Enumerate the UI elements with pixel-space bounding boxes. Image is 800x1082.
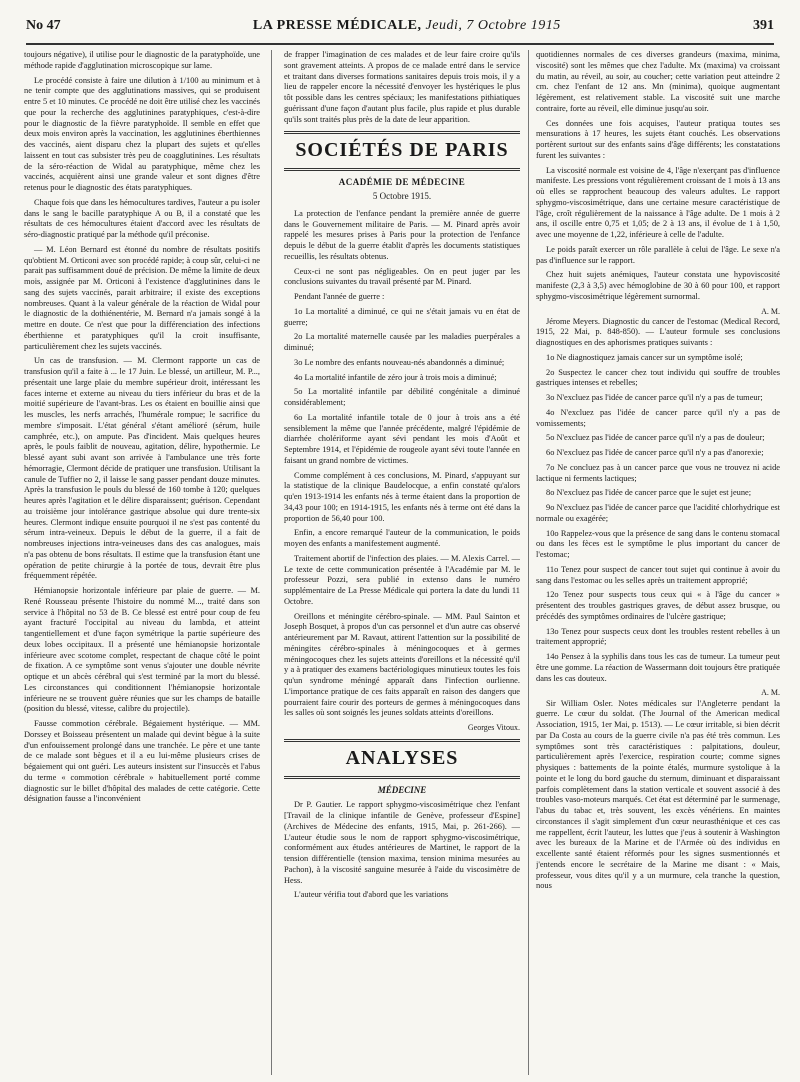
list-item: 4o La mortalité infantile de zéro jour à trois mois a diminué;	[294, 372, 497, 382]
list-item: 3o Le nombre des enfants nouveau-nés abandonnés a diminué;	[294, 357, 505, 367]
paragraph: Ces données une fois acquises, l'auteur pratiqua toutes ses mensurations à 17 heures, les sujets étant couchés. Les observations portèrent surtout sur des enfants sains d'âge différents; les constatations furent les suivantes :	[536, 118, 780, 160]
paragraph: La viscosité normale est voisine de 4, l'âge n'exerçant pas d'influence manifeste. Les pressions vont régulièrement croissant de 1 mois à 13 ans où elles se rapprochent beaucoup des valeurs adultes. Le rapport sphygmo-viscosimétrique, dans une certaine mesure caractéristique de l'âge, croît régulièrement de la naissance à l'âge adulte. De 1 mois à 2 ans, il oscille entre 0,75 et 1,05; de 2 à 13 ans, il évolue de 1 à 1,50, avec une moyenne de 1,22, inférieure à celle de l'adulte.	[536, 165, 780, 239]
author-signature: A. M.	[761, 688, 780, 698]
paragraph: Sir William Osler. Notes médicales sur l'Angleterre pendant la guerre. Le cœur du soldat. (The Journal of the American medical Association, 1915, 1er Mai, p. 1513). — Le cœur irritable, si bien décrit par Da Costa au cours de la guerre civile n'a pas été très commun. Les symptômes sont très caractéristiques : palpitations, douleur, particulièrement après l'exercice, respiration courte; comme signes physiques : battements de la pointe étalés, murmure systolique à la pointe et le long du bord gauche du sternum, diminuant et disparaissant parfois complètement dans la station verticale et souvent associé à des troubles vaso-moteurs marqués. Cet état est déterminé par le surmenage, l'abus du tabac et, très souvent, les excès vénériens. En maintes circonstances il s'agit simplement d'un cœur neurasthénique et ces cas me rappellent, écrit l'auteur, les luttes que j'eus à soutenir à Washington avec les bureaux de la Marine et de l'Armée où des individus en excellente santé étaient réformés pour les signes susmentionnés et j'entends encore le secrétaire de la Marine me disant : « Mais, professeur, vous dites qu'il y a un murmure, cela tranche la question, nous	[536, 698, 780, 891]
paragraph: Oreillons et méningite cérébro-spinale. — MM. Paul Sainton et Joseph Bosquet, à propos d'un cas personnel et d'un autre cas observé antérieurement par M. Ravaut, attirent l'attention sur la possibilité de méningites cérébro-spinales à méningocoques et à germes méningocoques chez les sujets atteints d'oreillons et la nécessité qu'il y a à pratiquer des examens bactériologiques minutieux toutes les fois qu'un syndrome méningé apparaît dans l'infection ourlienne. L'importance pratique de ces faits apparaît en raison des dangers que pourraient faire courir des porteurs de germes à méningocoques dans les salles où sont soignés les jeunes soldats atteints d'oreillons.	[284, 611, 520, 718]
issue-number: No 47	[26, 18, 61, 33]
list-item: 4o N'excluez pas l'idée de cancer parce qu'il n'y a pas de vomissements;	[536, 407, 780, 428]
session-date: 5 Octobre 1915.	[372, 191, 432, 202]
list-item: 7o Ne concluez pas à un cancer parce que vous ne trouvez ni acide lactique ni ferments lactiques;	[536, 462, 780, 483]
author-signature: A. M.	[761, 306, 780, 316]
paragraph: Chaque fois que dans les hémocultures tardives, l'auteur a pu isoler dans le sang le bacille paratyphique A ou B, il a constaté que les résultats de ces hémocultures étaient d'accord avec les résultats de séro-diagnostic pratiqué par la méthode qu'il préconise.	[24, 197, 260, 239]
paragraph: Comme complément à ces conclusions, M. Pinard, s'appuyant sur la statistique de la clinique Baudelocque, a enfin constaté qu'alors qu'en 1913-1914 les enfants nés à terme étaient dans la proportion de 34,43 pour 100; en 1914-1915, les enfants nés à terme ont été dans la proportion de 56,40 pour 100.	[284, 470, 520, 523]
paragraph: Jérome Meyers. Diagnostic du cancer de l'estomac (Medical Record, 1915, 22 Mai, p. 848-850). — L'auteur formule ses conclusions diagnostiques en des aphorismes pratiques suivants :	[536, 316, 780, 348]
column-2	[284, 50, 520, 1075]
list-item: 8o N'excluez pas l'idée de cancer parce que le sujet est jeune;	[546, 488, 752, 498]
paragraph: Le poids paraît exercer un rôle parallèle à celui de l'âge. Le sexe n'a pas d'influence sur le rapport.	[536, 244, 780, 265]
paragraph: Hémianopsie horizontale inférieure par plaie de guerre. — M. René Rousseau présente l'histoire du nommé M..., traité dans son service à l'hôpital no 53 de B. Ce blessé est entré pour coup de feu ayant fracturé l'occipital au niveau du lambda, et atteint tangentiellement et d'une façon symétrique la partie supérieure des deux lobes occipitaux. Il a présenté une hémianopsie horizontale inférieure avec scotome complet, respectant de chaque côté le point de fixation. A ce symptôme sont venus s'ajouter une double névrite optique et un abcès cérébral qui s'est terminé par la mort du blessé. Les circonstances qui conditionnent l'hémianopsie horizontale inférieure ne se trouvent guère réunies que sur les champs de bataille (position du blessé, vitesse, calibre du projectile).	[24, 586, 260, 714]
author-signature: Georges Vitoux.	[467, 723, 520, 733]
column-3	[536, 50, 780, 1075]
subsection-title: MÉDECINE	[377, 784, 427, 795]
list-item: 3o N'excluez pas l'idée de cancer parce qu'il n'y a pas de tumeur;	[546, 393, 763, 403]
paragraph: L'auteur vérifia tout d'abord que les variations	[294, 890, 449, 900]
list-item: 6o La mortalité infantile totale de 0 jour à trois ans a été sensiblement la même que l'année précédente, malgré l'épidémie de diarrhée cholériforme ayant sévi pendant les mois d'Août et Septembre 1914, et l'épidémie de rougeole ayant sévi toute l'année en faisant un grand nombre de victimes.	[284, 412, 520, 465]
paragraph: Traitement abortif de l'infection des plaies. — M. Alexis Carrel. — Le texte de cette communication présentée à l'Académie par M. le professeur Pozzi, sera publié in extenso dans le numéro supplémentaire de La Presse Médicale qui portera la date du lundi 11 Octobre.	[284, 553, 520, 606]
paragraph: La protection de l'enfance pendant la première année de guerre dans le Gouvernement militaire de Paris. — M. Pinard après avoir rappelé les mesures prises à Paris pour la protection de l'enfance depuis le début de la guerre établit d'après les documents statistiques recueillis, les résultats obtenus.	[284, 208, 520, 261]
section-title: ANALYSES	[284, 739, 520, 779]
list-item: 1o La mortalité a diminué, ce qui ne s'était jamais vu en état de guerre;	[284, 306, 520, 327]
page-number: 391	[753, 18, 774, 33]
list-item: 2o La mortalité maternelle causée par les maladies puerpérales a diminué;	[284, 332, 520, 353]
column-rule	[528, 50, 529, 1075]
section-title: SOCIÉTÉS DE PARIS	[284, 131, 520, 171]
paragraph: de frapper l'imagination de ces malades et de leur faire croire qu'ils sont gravement atteints. A propos de ce malade entré dans le service et traitant dans diverses formations sanitaires depuis trois mois, il y a lieu de rappeler encore la nécessité d'envoyer les hystériques le plus tôt possible dans les centres spéciaux; les manifestations pithiatiques guérissant d'une façon d'autant plus facile, plus rapide et plus durable qu'ils sont traités plus près de la date de leur apparition.	[284, 50, 520, 124]
paragraph: quotidiennes normales de ces diverses grandeurs (maxima, minima, viscosité) sont les mêmes que chez l'adulte. Mx (maxima) va croissant du matin, au réveil, au soir, au coucher; cette variation peut atteindre 2 cm. chez l'enfant de 12 ans. Mn (minima), quoique augmentant légèrement, est relativement stable. La viscosité suit une marche contraire, forte au réveil, elle diminue jusqu'au soir.	[536, 50, 780, 113]
paragraph: Fausse commotion cérébrale. Bégaiement hystérique. — MM. Dorssey et Boisseau présentent un malade qui devint bègue à la suite d'un enfouissement prolongé dans une tranchée. Le père et une tante de ce malade sont bègues et il a eu lui-même plusieurs crises de bégaiement qui ont guéri. Les auteurs insistent sur l'insuccès et l'abus du terme « commotion cérébrale » habituellement porté comme diagnostic sur le billet d'hôpital des malades de cette catégorie. Cette désignation fausse a l'inconvénient	[24, 719, 260, 804]
paragraph: Le procédé consiste à faire une dilution à 1/100 au minimum et à ne tenir compte que des agglutinations massives, qui se produisent entre 5 et 10 minutes. Ce procédé ne doit être utilisé chez les vaccinés que pour la recherche des agglutinines paratyphiques, c'est-à-dire pour le diagnostic de la fièvre paratyphoïde. Il semble en effet que deux mois environ après la vaccination, les agglutinines éberthiennes des vaccinés, aient disparu chez la plupart des sujets et qu'elles laissent en tout cas subsister très peu de coagglutinines. Les résultats de la séro-réaction de Widal au paratyphique, même chez les vaccinés, acquièrent ainsi une grande valeur et sont dignes d'être retenus pour le diagnostic des états paratyphiques.	[24, 75, 260, 192]
list-item: 12o Tenez pour suspects tous ceux qui « à l'âge du cancer » présentent des troubles gastriques graves, de début assez brusque, ou précédés des symptômes ordinaires de l'ulcère gastrique;	[536, 590, 780, 621]
paragraph: Pendant l'année de guerre :	[294, 292, 385, 302]
list-item: 6o N'excluez pas l'idée de cancer parce qu'il n'y a pas d'anorexie;	[546, 448, 764, 458]
column-1	[24, 50, 260, 1075]
list-item: 1o Ne diagnostiquez jamais cancer sur un symptôme isolé;	[546, 352, 743, 362]
paragraph: Un cas de transfusion. — M. Clermont rapporte un cas de transfusion qu'il a faite à ... le 17 Juin. Le blessé, un artilleur, M. P..., présentait une large plaie du membre supérieur droit, intéressant les faces interne et externe au niveau du tiers inférieur du bras et de la moitié supérieure de l'avant-bras. Les os étaient en bouillie ainsi que les muscles, les nerfs arrachés, l'humérale rompue; le sacrifice du membre s'imposait. L'état général s'étant amélioré (sérum, huile camphrée, etc.), on ampute. Pas d'incident. Mais quelques heures après, le pouls faiblit de nouveau, agitation, délire, hypothermie. Le blessé ayant subi avant son arrivée à l'ambulance une très forte hémorragie, Clermont décide de pratiquer une transfusion. Utilisant la canule de Tuffier no 2, il laisse le sang passer pendant douze minutes. Après la transfusion le pouls du blessé de 160 tombe à 120; quelques heures après l'agitation et le délire disparaissent; guérison. Cependant au troisième jour intolérance gastrique absolue qui dure trente-six heures. Clermont indique ensuite pourquoi il ne s'est pas contenté du sérum intra-veineux. Depuis le début de la guerre, il a fait de nombreuses injections intra-veineuses dans des cas analogues, mais n'a pas obtenu de bons résultats. Il estime que la transfusion étant une opération de petite chirurgie à la portée de tous, devrait être plus fréquemment répétée.	[24, 356, 260, 581]
list-item: 9o N'excluez pas l'idée de cancer parce que l'acidité chlorhydrique est normale ou exagérée;	[536, 503, 780, 523]
list-item: 13o Tenez pour suspects ceux dont les troubles restent rebelles à un traitement approprié;	[536, 626, 780, 647]
journal-title	[253, 18, 561, 34]
paragraph: Ceux-ci ne sont pas négligeables. On en peut juger par les conclusions suivantes du travail présenté par M. Pinard.	[284, 266, 520, 287]
page-header	[26, 18, 774, 45]
society-name: ACADÉMIE DE MÉDECINE	[338, 176, 466, 187]
list-item: 10o Rappelez-vous que la présence de sang dans le contenu stomacal ou dans les fèces est le symptôme le plus important du cancer de l'estomac;	[536, 528, 780, 560]
paragraph: Chez huit sujets anémiques, l'auteur constata une hypoviscosité manifeste (2,3 à 3,5) avec hémoglobine de 30 à 60 pour 100, et rapport sphygmo-viscosimétrique légèrement surnormal.	[536, 270, 780, 301]
paragraph: — M. Léon Bernard est étonné du nombre de résultats positifs qu'obtient M. Orticoni avec son procédé rapide; à coup sûr, celui-ci ne parait pas suffisamment doué de précision. De même la limite de deux mois, assignée par M. Orticoni à l'existence d'agglutinines dans le sang des sujets vaccinés, parait arbitraire; il existe des exceptions nombreuses. Quant à la valeur générale de la réaction de Widal pour le diagnostic de la dothiénentérie, M. Bernard n'a jamais songé à la mettre en doute. Ce n'est que pour la différenciation des infections éberthienne et paratyphiques qu'il la croit insuffisante, particulièrement chez les sujets vaccinés.	[24, 244, 260, 351]
column-rule	[271, 50, 272, 1075]
paragraph: Enfin, a encore remarqué l'auteur de la communication, le poids moyen des enfants a manifestement augmenté.	[284, 528, 520, 549]
list-item: 11o Tenez pour suspect de cancer tout sujet qui continue à avoir du sang dans l'estomac ou les selles après un traitement approprié;	[536, 564, 780, 585]
list-item: 14o Pensez à la syphilis dans tous les cas de tumeur. La tumeur peut être une gomme. La réaction de Wassermann doit toujours être pratiquée dans les cas douteux.	[536, 652, 780, 683]
paragraph: toujours négative), il utilise pour le diagnostic de la paratyphoïde, une méthode rapide d'agglutination microscopique sur lame.	[24, 50, 260, 70]
list-item: 5o La mortalité infantile par débilité congénitale a diminué considérablement;	[284, 387, 520, 408]
list-item: 5o N'excluez pas l'idée de cancer parce qu'il n'y a pas de douleur;	[546, 433, 765, 443]
issue-date: Jeudi, 7 Octobre 1915	[425, 18, 561, 33]
journal-name: LA PRESSE MÉDICALE,	[252, 18, 422, 33]
list-item: 2o Suspectez le cancer chez tout individu qui souffre de troubles gastriques intenses et rebelles;	[536, 367, 780, 388]
paragraph: Dr P. Gautier. Le rapport sphygmo-viscosimétrique chez l'enfant [Travail de la clinique infantile de Genève, professeur d'Espine] (Archives de Médecine des enfants, 1915, Mai, p. 261-266). — L'auteur étudie sous le nom de rapport sphygmo-viscosimétrique, conformément aux études antérieures de Martinet, le rapport de la tension différentielle (tension maxima, tension minima mesurées au Pachon), à la viscosité sanguine mesurée à l'aide du viscosimètre de Hess.	[284, 800, 520, 885]
